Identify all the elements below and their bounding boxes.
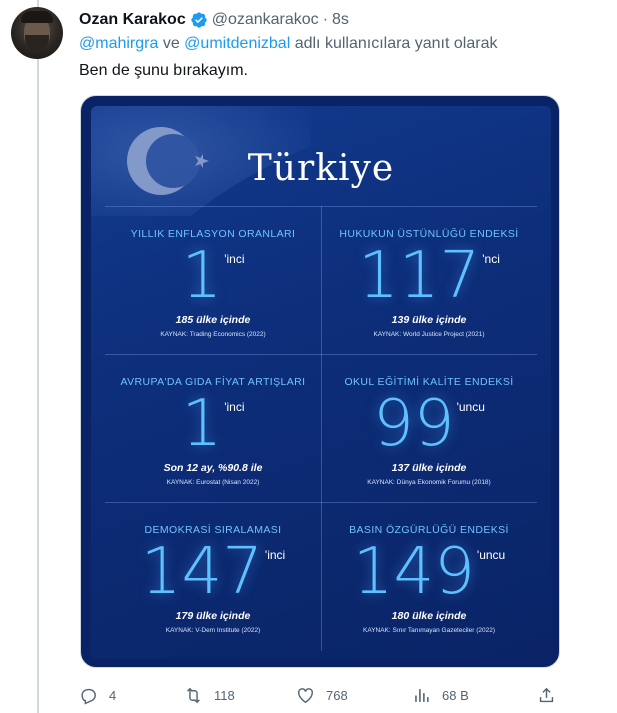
stat-suffix: 'uncu (476, 548, 506, 562)
views-icon (412, 686, 431, 705)
stat-label: OKUL EĞİTİMİ KALİTE ENDEKSİ (344, 376, 514, 388)
separator-dot: · (322, 11, 329, 28)
mention-link-1[interactable]: @mahirgra (79, 35, 159, 52)
reply-button[interactable] (79, 683, 116, 707)
stat-source: KAYNAK: V-Dem Institute (2022) (165, 627, 261, 634)
tweet-actions (79, 683, 569, 707)
views-button[interactable] (412, 683, 469, 707)
stat-suffix: 'uncu (456, 400, 485, 414)
stat-source: KAYNAK: World Justice Project (2021) (373, 331, 485, 338)
stat-subtitle: 179 ülke içinde (175, 610, 251, 622)
views-count: 68 B (442, 687, 469, 703)
infographic-card (91, 106, 551, 659)
stat-subtitle: Son 12 ay, %90.8 ile (163, 462, 263, 474)
stat-label: BASIN ÖZGÜRLÜĞÜ ENDEKSİ (349, 524, 509, 536)
stat-label: DEMOKRASİ SIRALAMASI (144, 524, 282, 536)
stat-rank: 99 (373, 387, 455, 461)
stat-suffix: 'inci (224, 400, 245, 414)
retweet-icon (184, 686, 203, 705)
thread-line (37, 0, 39, 713)
reply-conjunction: ve (158, 35, 185, 52)
stat-rank: 117 (358, 239, 481, 313)
share-button[interactable] (537, 683, 556, 707)
stat-rank: 1 (181, 387, 223, 461)
stat-rank: 147 (140, 535, 263, 609)
tweet-media[interactable] (80, 95, 560, 668)
reply-count: 4 (109, 687, 117, 703)
stat-subtitle: 185 ülke içinde (175, 314, 251, 326)
stat-cell-food-prices (105, 354, 321, 502)
like-icon (296, 686, 315, 705)
stat-label: HUKUKUN ÜSTÜNLÜĞÜ ENDEKSİ (339, 228, 519, 240)
stat-cell-press-freedom (321, 502, 537, 650)
stat-source: KAYNAK: Eurostat (Nisan 2022) (166, 479, 260, 486)
retweet-button[interactable] (184, 683, 235, 707)
reply-icon (79, 686, 98, 705)
stat-cell-education (321, 354, 537, 502)
avatar-hat (21, 11, 53, 23)
stat-cell-democracy (105, 502, 321, 650)
card-title: Türkiye (247, 148, 395, 189)
handle[interactable]: @ozankarakoc (211, 11, 319, 28)
verified-badge-icon[interactable] (190, 11, 208, 29)
retweet-count: 118 (214, 687, 235, 703)
share-icon (537, 686, 556, 705)
display-name[interactable]: Ozan Karakoc (79, 11, 186, 28)
stat-cell-inflation (105, 206, 321, 354)
stat-suffix: 'nci (482, 252, 500, 266)
stat-source: KAYNAK: Dünya Ekonomik Forumu (2018) (367, 479, 491, 486)
stat-rank: 149 (352, 535, 475, 609)
tweet-header (79, 9, 349, 31)
like-button[interactable] (296, 683, 348, 707)
mention-link-2[interactable]: @umitdenizbal (184, 35, 291, 52)
stat-suffix: 'inci (224, 252, 245, 266)
stat-cell-rule-of-law (321, 206, 537, 354)
stat-label: AVRUPA'DA GIDA FİYAT ARTIŞLARI (120, 376, 306, 388)
stat-suffix: 'inci (264, 548, 286, 562)
stats-grid (105, 206, 537, 651)
avatar-beard (25, 35, 49, 51)
stat-subtitle: 139 ülke içinde (391, 314, 467, 326)
timestamp[interactable]: 8s (332, 11, 349, 28)
like-count: 768 (326, 687, 348, 703)
tweet-text: Ben de şunu bırakayım. (79, 62, 248, 79)
avatar[interactable] (11, 7, 63, 59)
stat-source: KAYNAK: Sınır Tanımayan Gazeteciler (2022) (363, 627, 495, 634)
reply-suffix: adlı kullanıcılara yanıt olarak (290, 35, 498, 52)
stat-rank: 1 (181, 239, 223, 313)
stat-source: KAYNAK: Trading Economics (2022) (160, 331, 266, 338)
stat-subtitle: 137 ülke içinde (391, 462, 467, 474)
stat-subtitle: 180 ülke içinde (391, 610, 467, 622)
reply-context (79, 35, 497, 53)
stat-label: YILLIK ENFLASYON ORANLARI (130, 228, 296, 240)
